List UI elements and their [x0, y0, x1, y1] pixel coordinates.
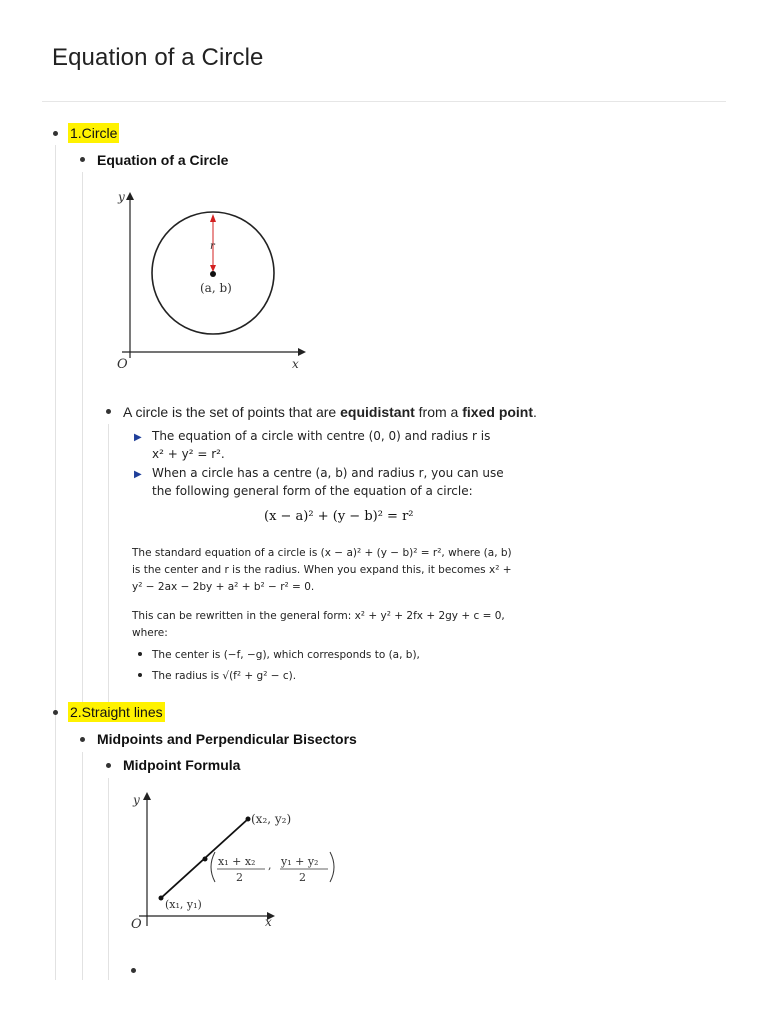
midpoint-y-denominator: 2: [299, 871, 306, 884]
definition-prefix: A circle is the set of points that are: [123, 404, 341, 420]
textbook-point-2: [134, 465, 514, 500]
origin-label: O: [117, 357, 128, 372]
notes-bullet-1: The center is (−f, −g), which corresponds to (a, b),: [132, 647, 512, 664]
term-equidistant: equidistant: [340, 404, 415, 420]
notes-line-5: where:: [132, 627, 168, 639]
indent-guide-level-3: [108, 424, 109, 702]
list-bullet: [53, 131, 58, 136]
x-axis-arrow: [298, 348, 306, 356]
subheading-midpoint-formula[interactable]: Midpoint Formula: [123, 757, 241, 773]
midpoint-x-numerator: x₁ + x₂: [218, 855, 256, 868]
page-title: Equation of a Circle: [52, 44, 264, 71]
point-1-label: (x₁, y₁): [165, 898, 202, 911]
definition-suffix: .: [533, 404, 537, 420]
y-axis-label: y: [133, 793, 140, 807]
midpoint-dot: [203, 857, 208, 862]
point-2-line-2: the following general form of the equation of a circle:: [152, 484, 473, 498]
circle-diagram: [110, 188, 310, 378]
list-bullet: [80, 157, 85, 162]
list-bullet: [106, 763, 111, 768]
subheading-equation-of-circle[interactable]: Equation of a Circle: [97, 152, 229, 168]
notes-line-4: This can be rewritten in the general form: x² + y² + 2fx + 2gy + c = 0,: [132, 610, 505, 622]
midpoint-diagram: [125, 788, 355, 938]
notes-line-3: y² − 2ax − 2by + a² + b² − r² = 0.: [132, 581, 315, 593]
definition-middle: from a: [414, 404, 463, 420]
general-form-formula: (x − a)² + (y − b)² = r²: [264, 509, 414, 524]
midpoint-y-numerator: y₁ + y₂: [281, 855, 319, 868]
point-2-dot: [246, 817, 251, 822]
indent-guide-level-1: [55, 145, 56, 980]
comma: ,: [268, 859, 272, 872]
circle-definition: [123, 403, 537, 421]
empty-list-bullet[interactable]: [131, 968, 136, 973]
x-axis-label: x: [292, 357, 299, 371]
point-1-dot: [159, 896, 164, 901]
point-2-line-1: When a circle has a centre (a, b) and radius r, you can use: [152, 466, 504, 480]
notes-excerpt: [132, 545, 512, 695]
x-axis-label: x: [265, 915, 272, 929]
radius-arrow-bottom: [210, 265, 216, 272]
section-heading-straight-lines[interactable]: 2.Straight lines: [70, 704, 163, 720]
triangle-bullet-icon: ▶: [134, 432, 142, 443]
section-heading-circle[interactable]: 1.Circle: [70, 125, 118, 141]
close-paren: [330, 852, 334, 882]
notes-bullet-2: The radius is √(f² + g² − c).: [132, 668, 512, 685]
midpoint-x-denominator: 2: [236, 871, 243, 884]
mini-bullet: [138, 652, 142, 656]
radius-label: r: [210, 241, 215, 252]
indent-guide-level-3: [108, 778, 109, 980]
radius-arrow-top: [210, 214, 216, 222]
origin-label: O: [131, 917, 142, 932]
indent-guide-level-2: [82, 752, 83, 980]
indent-guide-level-2: [82, 172, 83, 702]
open-paren: [211, 852, 215, 882]
notes-line-1: The standard equation of a circle is (x − a)² + (y − b)² = r², where (a, b): [132, 547, 512, 559]
list-bullet: [106, 409, 111, 414]
y-axis-arrow: [143, 792, 151, 800]
title-divider: [42, 101, 726, 102]
point-2-label: (x₂, y₂): [251, 812, 292, 826]
triangle-bullet-icon: ▶: [134, 469, 142, 480]
y-axis-arrow: [126, 192, 134, 200]
mini-bullet: [138, 673, 142, 677]
textbook-point-1: [134, 428, 514, 463]
list-bullet: [80, 737, 85, 742]
subheading-midpoints[interactable]: Midpoints and Perpendicular Bisectors: [97, 731, 357, 747]
notes-line-2: is the center and r is the radius. When you expand this, it becomes x² +: [132, 564, 512, 576]
centre-label: (a, b): [200, 281, 232, 295]
term-fixed-point: fixed point: [462, 404, 534, 420]
y-axis-label: y: [118, 190, 125, 204]
point-1-line-2: x² + y² = r².: [152, 447, 225, 461]
textbook-excerpt: [134, 428, 514, 538]
point-1-line-1: The equation of a circle with centre (0, 0) and radius r is: [152, 429, 491, 443]
list-bullet: [53, 710, 58, 715]
centre-point: [210, 271, 216, 277]
